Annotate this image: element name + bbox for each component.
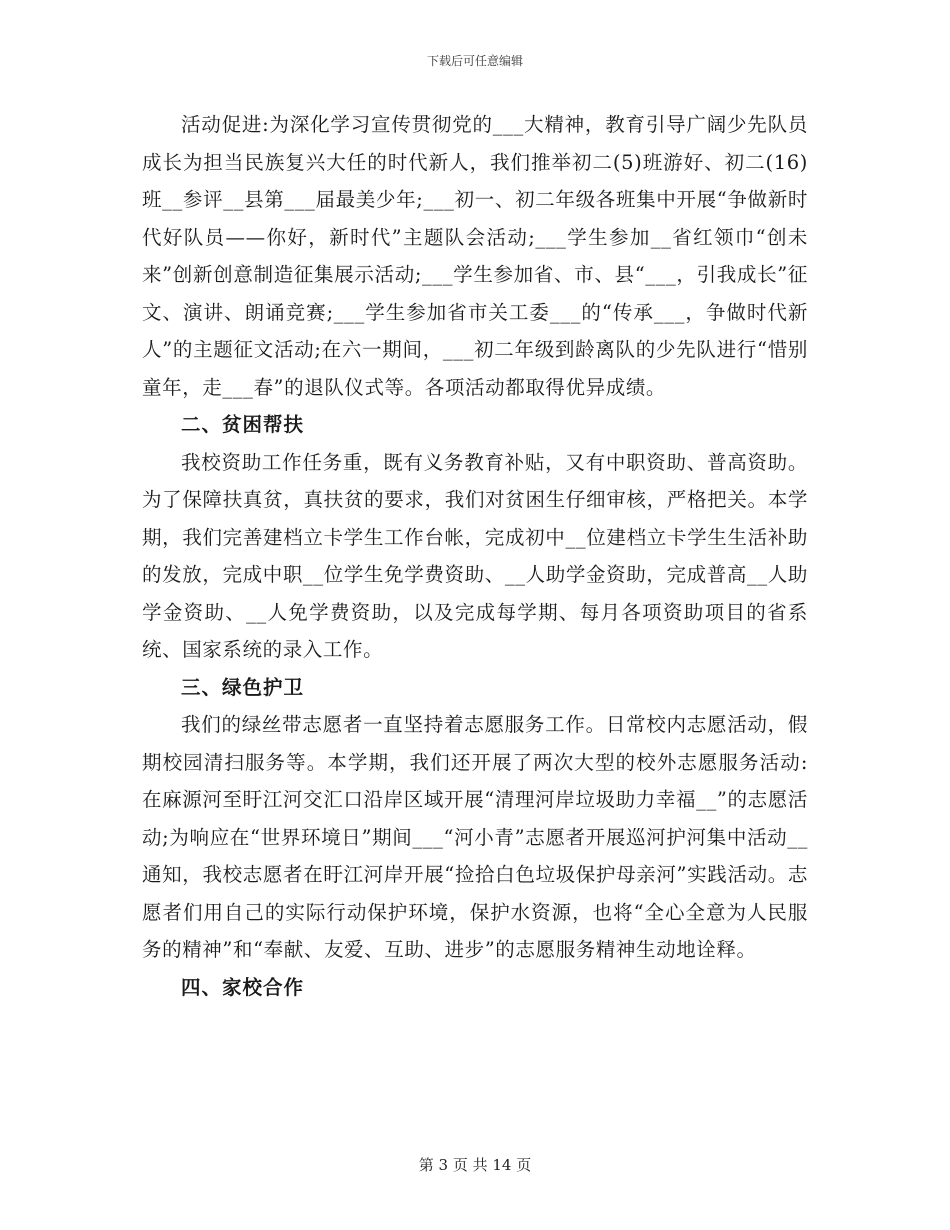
section-heading-home-school: 四、家校合作 (181, 975, 305, 999)
section-heading-poverty-aid: 二、贫困帮扶 (181, 413, 305, 436)
paragraph-green-guard: 我们的绿丝带志愿者一直坚持着志愿服务工作。日常校内志愿活动，假期校园清扫服务等。本学期，我们还开展了两次大型的校外志愿服务活动:在麻源河至盱江河交汇口沿岸区域开展“清理河岸垃圾助力幸福__”的志愿活动;为响应在“世界环境日”期间___“河小青”志愿者开展巡河护河集中活动__通知，我校志愿者在盱江河岸开展“捡拾白色垃圾保护母亲河”实践活动。志愿者们用自己的实际行动保护环境，保护水资源，也将“全心全意为人民服务的精神”和“奉献、友爱、互助、进步”的志愿服务精神生动地诠释。 (142, 713, 808, 961)
paragraph-poverty-aid: 我校资助工作任务重，既有义务教育补贴，又有中职资助、普高资助。为了保障扶真贫，真扶贫的要求，我们对贫困生仔细审核，严格把关。本学期，我们完善建档立卡学生工作台帐，完成初中__位建档立卡学生生活补助的发放，完成中职__位学生免学费资助、__人助学金资助，完成普高__人助学金资助、__人免学费资助，以及完成每学期、每月各项资助项目的省系统、国家系统的录入工作。 (142, 450, 808, 661)
page-footer: 第 3 页 共 14 页 (418, 1156, 532, 1174)
section-heading-green-guard: 三、绿色护卫 (181, 675, 305, 699)
paragraph-activities: 活动促进:为深化学习宣传贯彻党的___大精神，教育引导广阔少先队员成长为担当民族复兴大任的时代新人，我们推举初二(5)班游好、初二(16)班__参评__县第___届最美少年;___初一、初二年级各班集中开展“争做新时代好队员——你好，新时代”主题队会活动;___学生参加__省红领巾“创未来”创新创意制造征集展示活动;___学生参加省、市、县“___，引我成长”征文、演讲、朗诵竞赛;___学生参加省市关工委___的“传承___，争做时代新人”的主题征文活动;在六一期间，___初二年级到龄离队的少先队进行“惜别童年，走___春”的退队仪式等。各项活动都取得优异成绩。 (142, 113, 808, 399)
document-body (142, 106, 808, 1006)
page-header: 下载后可任意编辑 (426, 54, 523, 68)
